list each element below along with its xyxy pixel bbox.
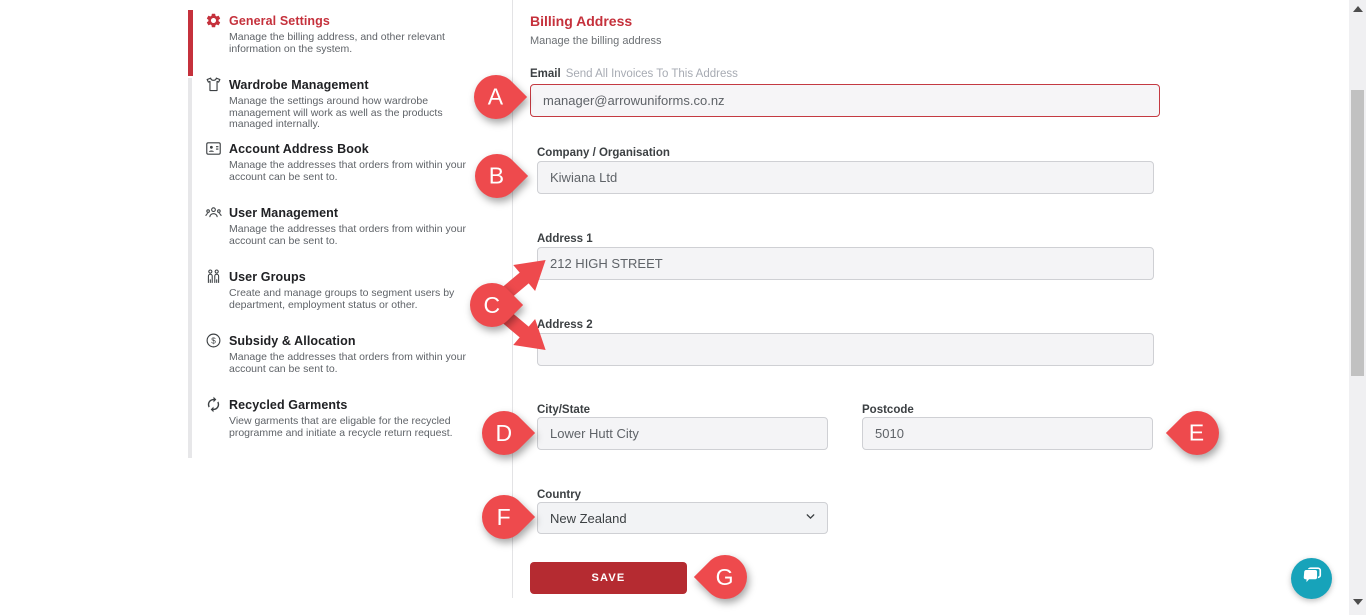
sidebar-item-label: Wardrobe Management [229, 77, 369, 92]
postcode-label: Postcode [862, 404, 914, 416]
dollar-circle-icon [205, 332, 222, 349]
active-item-accent-bar [188, 10, 193, 76]
annotation-balloon-c: C [470, 283, 514, 327]
sidebar-item-label: Recycled Garments [229, 397, 348, 412]
postcode-input[interactable] [862, 417, 1153, 450]
scrollbar-thumb[interactable] [1351, 90, 1364, 376]
settings-sidebar [205, 12, 477, 460]
city-state-input[interactable] [537, 417, 828, 450]
annotation-balloon-d: D [482, 411, 526, 455]
company-label: Company / Organisation [537, 147, 670, 159]
sidebar-item-description: View garments that are eligable for the recycled programme and initiate a recycle return request. [229, 415, 453, 439]
sidebar-item-description: Manage the billing address, and other relevant information on the system. [229, 31, 445, 55]
sidebar-item-label: User Management [229, 205, 339, 220]
chat-bubbles-icon [1301, 565, 1323, 592]
sidebar-item-description: Manage the addresses that orders from within your account can be sent to. [229, 223, 466, 247]
vertical-scrollbar[interactable] [1349, 0, 1366, 615]
sidebar-item-description: Manage the settings around how wardrobe management will work as well as the products managed internally. [229, 95, 443, 130]
country-selected-value: New Zealand [550, 510, 627, 526]
country-select[interactable] [537, 502, 828, 534]
address1-label: Address 1 [537, 233, 593, 245]
sidebar-item-label: Subsidy & Allocation [229, 333, 356, 348]
address1-input[interactable] [537, 247, 1154, 280]
email-input[interactable] [530, 84, 1160, 117]
sidebar-item-subsidy-allocation[interactable] [205, 332, 477, 396]
sidebar-item-description: Manage the addresses that orders from within your account can be sent to. [229, 351, 466, 375]
sidebar-item-user-groups[interactable] [205, 268, 477, 332]
contact-card-icon [205, 140, 222, 157]
sidebar-item-general-settings[interactable] [205, 12, 477, 76]
recycle-icon [205, 396, 222, 413]
sidebar-item-label: Account Address Book [229, 141, 369, 156]
page-title: Billing Address [530, 13, 633, 29]
sidebar-item-label: User Groups [229, 269, 306, 284]
sidebar-item-wardrobe-management[interactable] [205, 76, 477, 140]
annotation-balloon-e: E [1175, 411, 1219, 455]
sidebar-item-description: Create and manage groups to segment users by department, employment status or other. [229, 287, 455, 311]
triangle-down-icon[interactable] [1353, 599, 1363, 605]
sidebar-item-label: General Settings [229, 13, 330, 28]
sidebar-item-recycled-garments[interactable] [205, 396, 477, 460]
annotation-balloon-a: A [474, 75, 518, 119]
sidebar-item-account-address-book[interactable] [205, 140, 477, 204]
tshirt-icon [205, 76, 222, 93]
chat-launcher-button[interactable] [1291, 558, 1332, 599]
annotation-balloon-b: B [475, 154, 519, 198]
city-state-label: City/State [537, 404, 591, 416]
billing-address-form [530, 0, 1190, 615]
sidebar-item-description: Manage the addresses that orders from within your account can be sent to. [229, 159, 466, 183]
company-input[interactable] [537, 161, 1154, 194]
chevron-down-icon [804, 510, 817, 526]
email-label: Email [530, 68, 561, 80]
triangle-up-icon[interactable] [1353, 6, 1363, 12]
save-button[interactable]: SAVE [530, 562, 687, 594]
country-label: Country [537, 489, 582, 501]
annotation-balloon-g: G [703, 555, 747, 599]
sidebar-rail [188, 78, 192, 458]
annotation-balloon-f: F [482, 495, 526, 539]
users-icon [205, 204, 222, 221]
address2-label: Address 2 [537, 319, 593, 331]
address2-input[interactable] [537, 333, 1154, 366]
sidebar-item-user-management[interactable] [205, 204, 477, 268]
page-subtitle: Manage the billing address [530, 35, 662, 47]
email-hint: Send All Invoices To This Address [565, 68, 738, 80]
svg-text:$: $ [211, 336, 216, 346]
user-group-icon [205, 268, 222, 285]
gear-icon [205, 12, 222, 29]
